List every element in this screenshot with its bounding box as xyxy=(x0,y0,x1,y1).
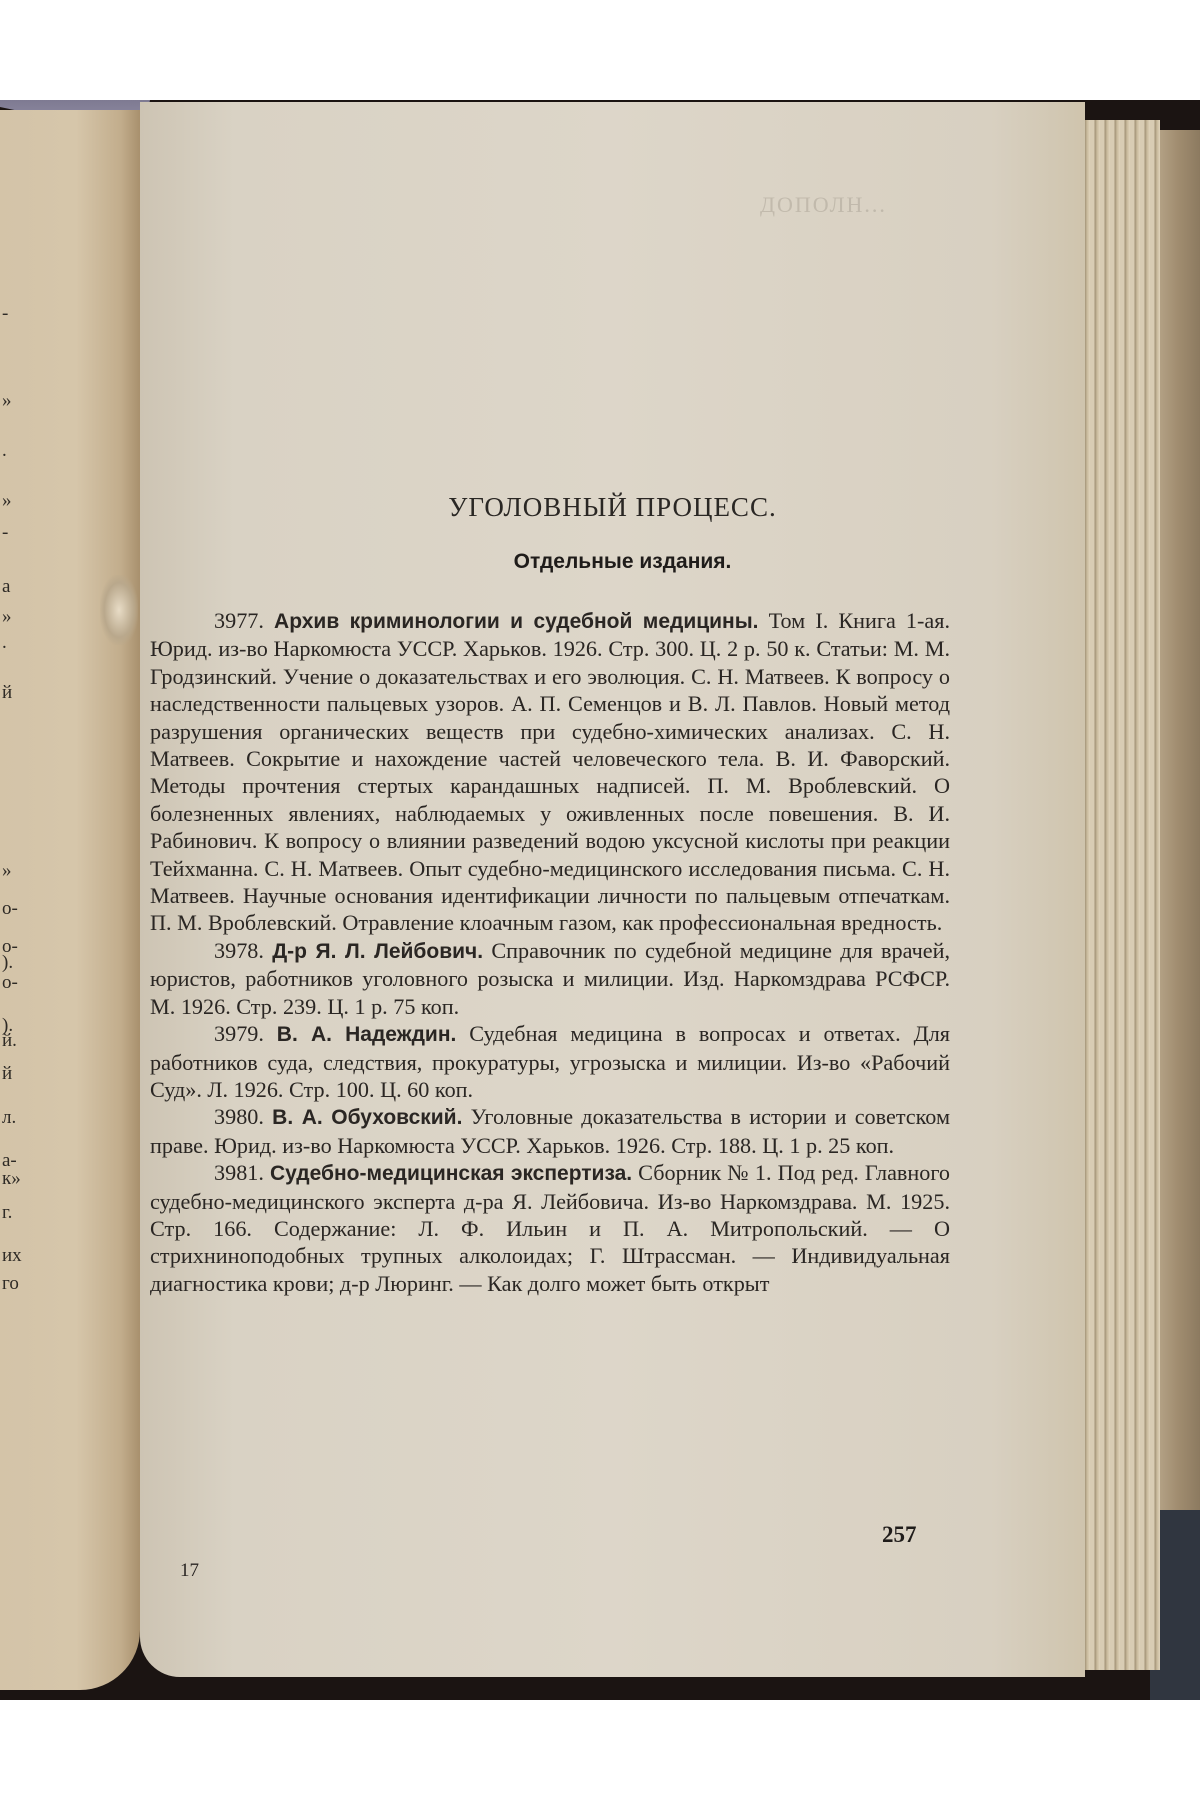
left-page-text-fragment: л. xyxy=(2,1107,17,1128)
left-page-text-fragment: о- xyxy=(2,972,18,993)
entry-text: Справочник по судебной медицине для врачей, юристов, работников уголовного розыска и милиции. Изд. Наркомздрава РСФСР. М. 1926. Стр. 239. Ц. 1 р. 75 коп. xyxy=(150,937,951,1019)
left-page-text-fragment: а- xyxy=(2,1150,17,1171)
entry-heading: В. А. Обуховский. xyxy=(272,1106,463,1130)
page-number: 257 xyxy=(882,1522,917,1547)
entry-heading: В. А. Надеждин. xyxy=(276,1023,457,1047)
left-page-text-fragment: » xyxy=(2,490,12,511)
running-header-faded: ДОПОЛН... xyxy=(760,192,887,217)
left-page-text-fragment: й xyxy=(2,1063,13,1084)
entry-heading: Д-р Я. Л. Лейбович. xyxy=(272,939,484,963)
left-page-text-fragment: » xyxy=(2,606,12,627)
entry-number: 3978. xyxy=(214,937,264,963)
left-page-text-fragment: о- xyxy=(2,936,18,957)
left-page-text-fragment: к» xyxy=(2,1168,21,1189)
entry-3978 xyxy=(150,937,950,1020)
left-page-text-fragment: - xyxy=(2,522,9,543)
entry-3980 xyxy=(150,1103,950,1159)
left-page-text-fragment: - xyxy=(2,303,9,324)
entry-heading: Судебно-медицинская экспертиза. xyxy=(269,1162,633,1186)
left-page-text-fragment: г. xyxy=(2,1202,13,1223)
entry-number: 3977. xyxy=(214,608,264,633)
left-page-text-fragment: ). xyxy=(2,1015,14,1036)
entry-number: 3979. xyxy=(214,1021,264,1047)
page-tear-damage xyxy=(100,575,138,645)
left-page-text-fragment: . xyxy=(2,440,7,461)
book-cover-edge xyxy=(1155,130,1200,1550)
left-page-text-fragment: . xyxy=(2,632,7,653)
left-page-text-fragment: » xyxy=(2,860,12,881)
left-page xyxy=(0,110,140,1690)
entry-3977 xyxy=(150,607,950,937)
left-page-text-fragment: го xyxy=(2,1273,19,1294)
entry-text: Судебная медицина в вопросах и ответах. Для работников суда, следствия, прокуратуры, угрозыска и милиции. Из-во «Рабочий Суд». Л. 1926. Стр. 100. Ц. 60 коп. xyxy=(150,1021,950,1102)
left-page-text-fragment: a xyxy=(2,576,11,597)
entry-text: Сборник № 1. Под ред. Главного судебно-медицинского эксперта д-ра Я. Лейбовича. Из-во Наркомздрава. М. 1925. Стр. 166. Содержание: Л. Ф. Ильин и П. А. Митропольский. — О стрихниноподобных трупных алколоидах; Г. Штрассман. — Индивидуальная диагностика крови; д-р Люринг. — Как долго может быть открыт xyxy=(150,1160,951,1296)
entry-heading: Архив криминологии и судебной медицины. xyxy=(274,610,759,633)
entry-number: 3981. xyxy=(214,1160,264,1186)
subsection-title: Отдельные издания. xyxy=(513,550,732,573)
entry-text: Уголовные доказательства в истории и советском праве. Юрид. из-во Наркомюста УССР. Харьков. 1926. Стр. 188. Ц. 1 р. 25 коп. xyxy=(150,1104,951,1158)
entry-3981 xyxy=(150,1159,950,1297)
entry-3979 xyxy=(150,1020,950,1103)
left-page-text-fragment: » xyxy=(2,390,12,411)
bibliography-entries xyxy=(150,607,950,1297)
book-photo xyxy=(0,100,1200,1700)
signature-mark: 17 xyxy=(180,1560,199,1581)
right-page xyxy=(140,102,1085,1677)
left-page-text-fragment: ). xyxy=(2,952,14,973)
entry-number: 3980. xyxy=(214,1104,264,1130)
left-page-text-fragment: й. xyxy=(2,1030,17,1051)
left-page-text-fragment: о- xyxy=(2,898,18,919)
section-title: УГОЛОВНЫЙ ПРОЦЕСС. xyxy=(448,492,777,522)
left-page-text-fragment: их xyxy=(2,1245,22,1266)
entry-text: Том I. Книга 1-ая. Юрид. из-во Наркомюста УССР. Харьков. 1926. Стр. 300. Ц. 2 р. 50 к. Статьи: М. М. Гродзинский. Учение о доказательствах и его эволюция. С. Н. Матвеев. К вопросу о наследственности пальцевых узоров. А. П. Семенцов и В. Л. Павлов. Новый метод разрушения органических веществ при судебно-химических анализах. С. Н. Матвеев. Сокрытие и нахождение частей человеческого тела. В. И. Фаворский. Методы прочтения стертых карандашных надписей. П. М. Вроблевский. О болезненных явлениях, наблюдаемых у оживленных после повешения. В. И. Рабинович. К вопросу о влиянии разведений водою уксусной кислоты при реакции Тейхманна. С. Н. Матвеев. Опыт судебно-медицинского исследования письма. С. Н. Матвеев. Научные основания идентификации личности по пальцевым отпечаткам. П. М. Вроблевский. Отравление клоачным газом, как профессиональная вредность. xyxy=(150,608,951,936)
left-page-text-fragment: й xyxy=(2,682,13,703)
